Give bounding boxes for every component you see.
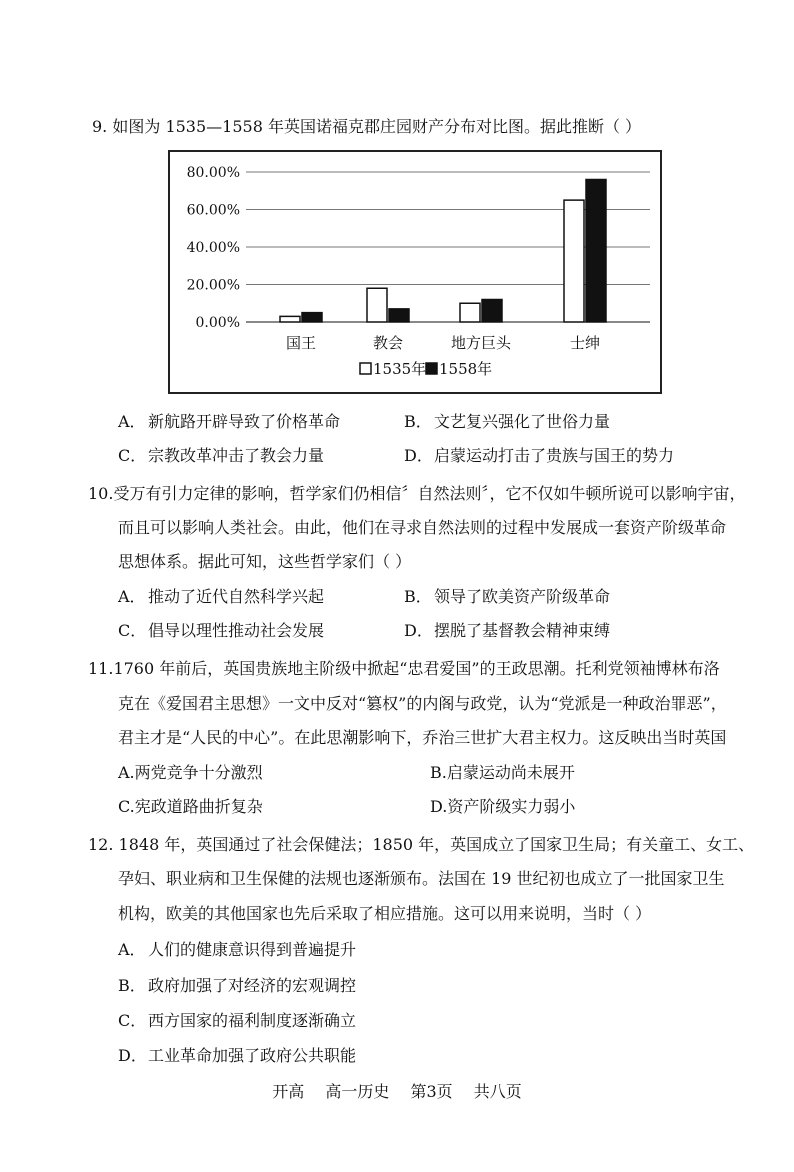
bar-1558-3 (586, 180, 606, 323)
option-text: 摆脱了基督教会精神束缚 (434, 621, 611, 640)
q11-stem-line-1: 11.1760 年前后，英国贵族地主阶级中掀起“忠君爱国”的王政思潮。托利党领袖博林布洛 (88, 659, 720, 678)
option-text: 领导了欧美资产阶级革命 (434, 587, 611, 606)
q12-option-b[interactable] (118, 976, 356, 996)
x-category-label: 国王 (285, 334, 317, 352)
q10-stem-line-1: 10.受万有引力定律的影响，哲学家们仍相信〞自然法则〞，它不仅如牛顿所说可以影响宇宙， (88, 484, 746, 503)
q10-stem-line-2: 而且可以影响人类社会。由此，他们在寻求自然法则的过程中发展成一套资产阶级革命 (118, 518, 727, 537)
option-letter: D． (404, 621, 433, 640)
q11-option-b[interactable] (430, 763, 575, 783)
option-text: 文艺复兴强化了世俗力量 (434, 412, 611, 431)
option-letter: D． (118, 1046, 147, 1065)
q10-option-b[interactable] (404, 587, 610, 607)
bar-chart (170, 152, 660, 392)
option-letter: B． (118, 976, 146, 995)
q9-chart (168, 150, 662, 394)
y-tick-label: 20.00% (186, 277, 240, 294)
q9-option-a[interactable] (118, 412, 340, 432)
q9-option-b[interactable] (404, 412, 610, 432)
option-text: 人们的健康意识得到普遍提升 (148, 940, 357, 959)
q12-option-d[interactable] (118, 1046, 356, 1066)
bar-1558-2 (482, 300, 502, 323)
option-letter: A． (118, 587, 146, 606)
option-text: B.启蒙运动尚未展开 (430, 763, 575, 782)
option-letter: C． (118, 621, 147, 640)
bar-1535-2 (460, 303, 480, 322)
x-category-label: 教会 (372, 334, 404, 352)
option-text: 工业革命加强了政府公共职能 (148, 1046, 357, 1065)
footer-page: 第3页 (410, 1082, 453, 1101)
q9-stem: 9. 如图为 1535—1558 年英国诺福克郡庄园财产分布对比图。据此推断（ ） (92, 117, 642, 136)
q12-option-a[interactable] (118, 940, 356, 960)
option-text: D.资产阶级实力弱小 (430, 797, 576, 816)
q12-stem-line-2: 孕妇、职业病和卫生保健的法规也逐渐颁布。法国在 19 世纪初也成立了一批国家卫生 (118, 869, 725, 888)
x-category-label: 地方巨头 (450, 334, 512, 352)
option-letter: D． (404, 446, 433, 465)
q10-option-a[interactable] (118, 587, 324, 607)
q10-option-c[interactable] (118, 621, 324, 641)
q12-option-c[interactable] (118, 1011, 356, 1031)
option-text: 西方国家的福利制度逐渐确立 (148, 1011, 357, 1030)
option-letter: B． (404, 587, 432, 606)
option-letter: C． (118, 1011, 147, 1030)
q9-option-d[interactable] (404, 446, 674, 466)
x-category-label: 士绅 (569, 334, 601, 352)
legend-label-1558: 1558年 (439, 360, 493, 378)
option-text: C.宪政道路曲折复杂 (118, 797, 263, 816)
bar-1558-1 (389, 309, 409, 322)
y-tick-label: 80.00% (186, 165, 240, 181)
page-footer (0, 1079, 794, 1102)
q11-stem-line-3: 君主才是“人民的中心”。在此思潮影响下，乔治三世扩大君主权力。这反映出当时英国 (118, 728, 727, 747)
option-letter: B． (404, 412, 432, 431)
option-text: 倡导以理性推动社会发展 (148, 621, 325, 640)
q11-stem-line-2: 克在《爱国君主思想》一文中反对“篡权”的内阁与政党，认为“党派是一种政治罪恶”， (118, 694, 727, 713)
q9-option-c[interactable] (118, 446, 324, 466)
bar-1535-3 (564, 200, 584, 322)
footer-total: 共八页 (473, 1082, 522, 1101)
option-text: A.两党竞争十分激烈 (118, 763, 263, 782)
q10-option-d[interactable] (404, 621, 610, 641)
option-text: 宗教改革冲击了教会力量 (148, 446, 325, 465)
bar-1535-0 (280, 316, 300, 322)
option-text: 启蒙运动打击了贵族与国王的势力 (434, 446, 675, 465)
option-text: 推动了近代自然科学兴起 (148, 587, 325, 606)
q11-option-d[interactable] (430, 797, 575, 817)
y-tick-label: 40.00% (186, 240, 240, 256)
q11-option-a[interactable] (118, 763, 263, 783)
y-tick-label: 60.00% (186, 202, 240, 219)
q12-stem-line-3: 机构，欧美的其他国家也先后采取了相应措施。这可以用来说明，当时（ ） (118, 904, 652, 923)
option-text: 新航路开辟导致了价格革命 (148, 412, 341, 431)
option-letter: A． (118, 412, 146, 431)
q10-stem-line-3: 思想体系。据此可知，这些哲学家们（ ） (118, 552, 412, 571)
bar-1535-1 (367, 288, 387, 322)
footer-subject: 高一历史 (325, 1082, 390, 1101)
legend-swatch-1558 (426, 363, 437, 374)
bar-1558-0 (302, 313, 322, 322)
q12-stem-line-1: 12. 1848 年，英国通过了社会保健法；1850 年，英国成立了国家卫生局；有关童工、女工、 (88, 835, 755, 854)
option-letter: C． (118, 446, 147, 465)
legend-swatch-1535 (360, 363, 371, 374)
q11-option-c[interactable] (118, 797, 263, 817)
footer-school: 开高 (272, 1082, 305, 1101)
option-text: 政府加强了对经济的宏观调控 (148, 976, 357, 995)
option-letter: A． (118, 940, 146, 959)
y-tick-label: 0.00% (195, 315, 240, 331)
legend-label-1535: 1535年 (373, 360, 427, 378)
